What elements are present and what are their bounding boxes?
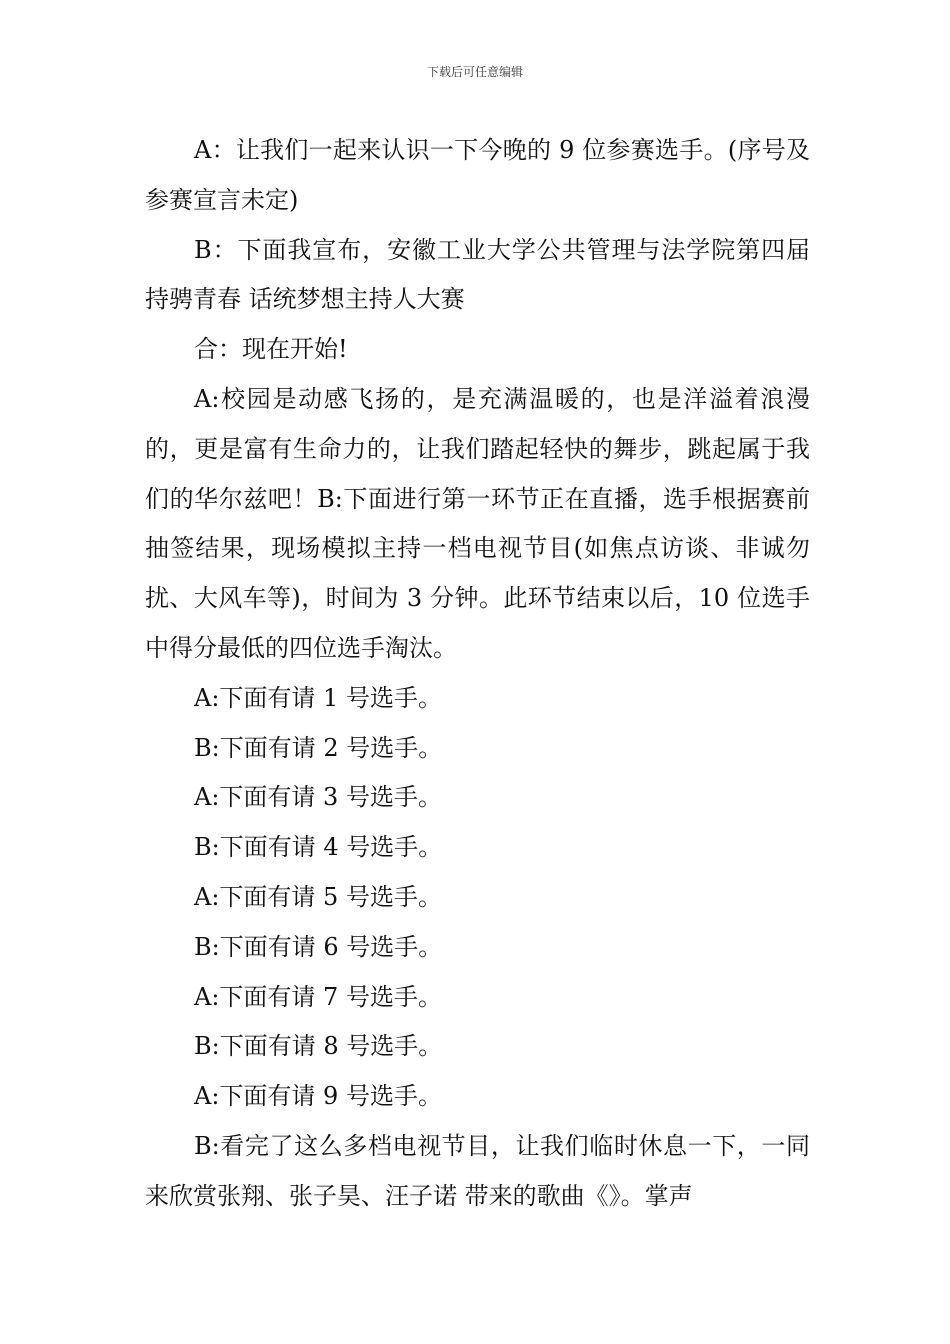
paragraph-contestant-9: A:下面有请 9 号选手。	[194, 1082, 442, 1111]
paragraph-start: 合：现在开始!	[194, 335, 348, 364]
paragraph-contestant-1: A:下面有请 1 号选手。	[194, 683, 442, 712]
paragraph-contestant-7: A:下面有请 7 号选手。	[194, 982, 442, 1011]
paragraph-intermission: B:看完了这么多档电视节目，让我们临时休息一下，一同来欣赏张翔、张子昊、汪子诺 带来的歌曲《》。掌声	[145, 1131, 810, 1210]
paragraph-contestant-4: B:下面有请 4 号选手。	[194, 833, 443, 862]
document-body	[145, 126, 810, 1222]
paragraph-intro-contestants: A：让我们一起来认识一下今晚的 9 位参赛选手。(序号及参赛宣言未定)	[145, 136, 810, 214]
page-header-note: 下载后可任意编辑	[426, 65, 523, 79]
paragraph-contestant-8: B:下面有请 8 号选手。	[194, 1032, 443, 1061]
paragraph-announcement: B：下面我宣布，安徽工业大学公共管理与法学院第四届持骋青春 话统梦想主持人大赛	[145, 235, 810, 314]
paragraph-contestant-2: B:下面有请 2 号选手。	[194, 733, 443, 762]
paragraph-first-round: A:校园是动感飞扬的，是充满温暖的，也是洋溢着浪漫的，更是富有生命力的，让我们踏起轻快的舞步，跳起属于我们的华尔兹吧！B:下面进行第一环节正在直播，选手根据赛前抽签结果，现场模拟主持一档电视节目(如焦点访谈、非诚勿扰、大风车等)，时间为 3 分钟。此环节结束以后，10 位选手中得分最低的四位选手淘汰。	[145, 384, 810, 662]
paragraph-contestant-5: A:下面有请 5 号选手。	[194, 882, 442, 911]
paragraph-contestant-6: B:下面有请 6 号选手。	[194, 932, 443, 961]
paragraph-contestant-3: A:下面有请 3 号选手。	[194, 783, 442, 812]
